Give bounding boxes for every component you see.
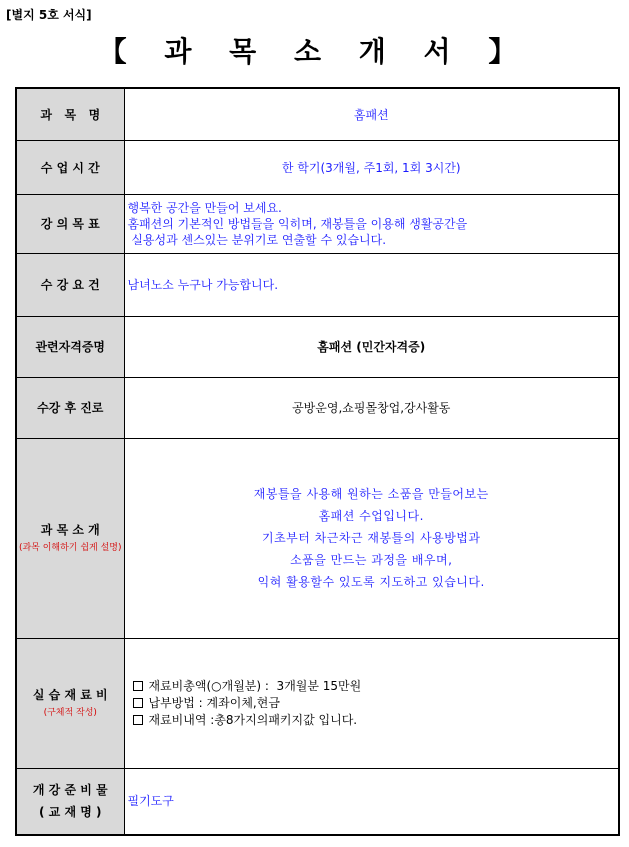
intro-label-cell — [16, 438, 124, 638]
textbook-label-cell — [16, 768, 124, 835]
textbook-label-sub: ( 교 재 명 ) — [39, 805, 102, 820]
row-requirements — [16, 253, 619, 316]
requirements-value: 남녀노소 누구나 가능합니다. — [124, 253, 619, 316]
subject-value: 홈패션 — [124, 88, 619, 140]
intro-line: 홈패션 수업입니다. — [318, 509, 424, 523]
goal-line: 실용성과 센스있는 분위기로 연출할 수 있습니다. — [127, 232, 387, 247]
hours-value: 한 학기(3개월, 주1회, 1회 3시간) — [124, 140, 619, 194]
checkbox-icon — [133, 715, 143, 725]
form-number-tag: [별지 5호 서식] — [6, 8, 92, 22]
materials-sublabel: (구체적 작성) — [43, 708, 97, 718]
row-career — [16, 377, 619, 438]
intro-label: 과 목 소 개 — [40, 523, 100, 537]
textbook-label: 개 강 준 비 물 — [32, 783, 108, 798]
certificate-value: 홈패션 (민간자격증) — [124, 316, 619, 377]
checkbox-icon — [133, 681, 143, 691]
materials-item — [133, 695, 619, 712]
checkbox-icon — [133, 698, 143, 708]
row-hours — [16, 140, 619, 194]
intro-sublabel: (과목 이해하기 쉽게 설명) — [18, 543, 122, 553]
requirements-label: 수 강 요 건 — [16, 253, 124, 316]
materials-item-text: 재료비내역 :총8가지의패키지값 입니다. — [148, 712, 358, 727]
row-textbook — [16, 768, 619, 835]
materials-value — [124, 638, 619, 768]
subject-label: 과 목 명 — [16, 88, 124, 140]
intro-value — [124, 438, 619, 638]
document-title: 【 과 목 소 개 서 】 — [98, 35, 531, 68]
row-certificate — [16, 316, 619, 377]
materials-label-cell — [16, 638, 124, 768]
goal-label: 강 의 목 표 — [16, 194, 124, 253]
row-intro — [16, 438, 619, 638]
materials-item-text: 재료비총액(○개월분) : 3개월분 15만원 — [148, 678, 362, 693]
career-label: 수강 후 진로 — [16, 377, 124, 438]
intro-line: 소품을 만드는 과정을 배우며, — [290, 553, 453, 567]
intro-line: 익혀 활용할수 있도록 지도하고 있습니다. — [257, 575, 485, 589]
row-goal — [16, 194, 619, 253]
intro-line: 기초부터 차근차근 재봉틀의 사용방법과 — [261, 531, 481, 545]
certificate-label: 관련자격증명 — [16, 316, 124, 377]
career-value: 공방운영,쇼핑몰창업,강사활동 — [124, 377, 619, 438]
materials-item — [133, 678, 619, 695]
goal-line: 홈패션의 기본적인 방법들을 익히며, 재봉틀을 이용해 생활공간을 — [127, 216, 468, 231]
goal-value — [124, 194, 619, 253]
course-info-table — [15, 87, 620, 836]
row-materials — [16, 638, 619, 768]
materials-label: 실 습 재 료 비 — [32, 688, 108, 702]
materials-item-text: 납부방법 : 계좌이체,현금 — [148, 695, 280, 710]
textbook-value: 필기도구 — [124, 768, 619, 835]
goal-line: 행복한 공간을 만들어 보세요. — [127, 200, 282, 215]
intro-line: 재봉틀을 사용해 원하는 소품을 만들어보는 — [253, 487, 489, 501]
hours-label: 수 업 시 간 — [16, 140, 124, 194]
row-subject — [16, 88, 619, 140]
materials-item — [133, 712, 619, 729]
